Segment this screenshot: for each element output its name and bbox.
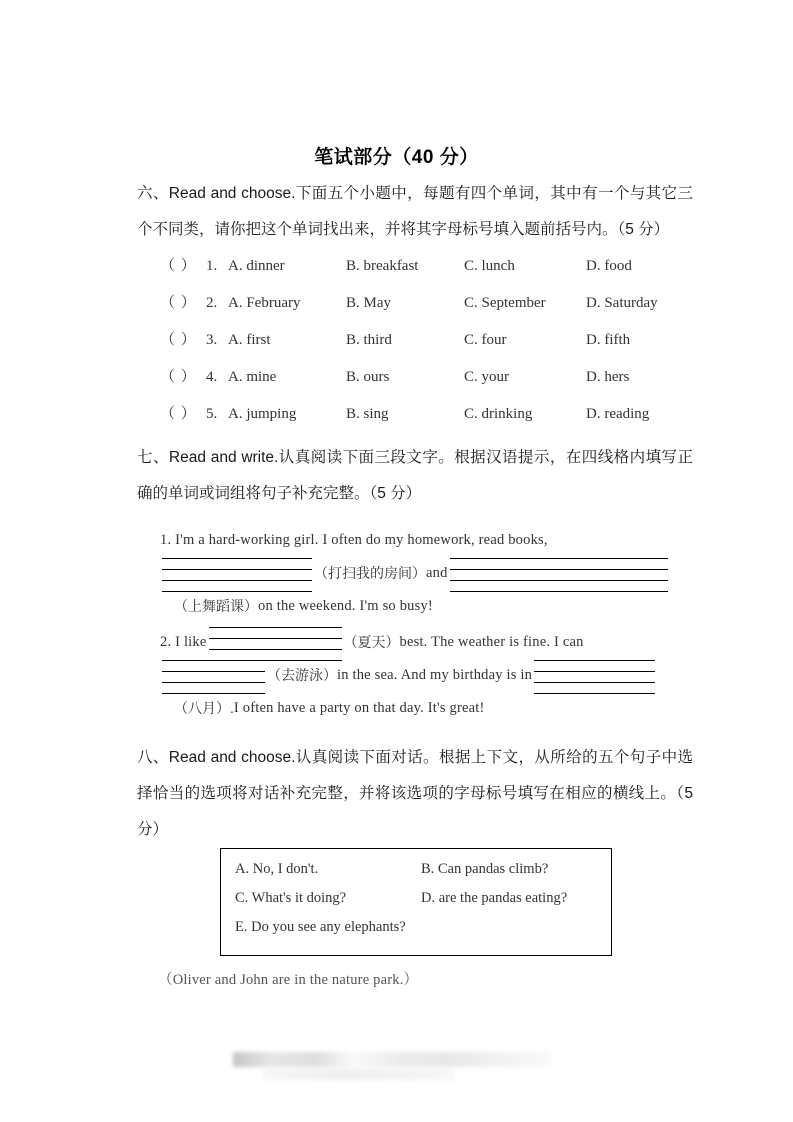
- option-c[interactable]: C. your: [464, 369, 509, 385]
- option-a[interactable]: A. jumping: [228, 406, 297, 422]
- writing-grid-blank-3[interactable]: [209, 627, 342, 661]
- sentence-text: 1. I'm a hard-working girl. I often do my homework, read books,: [160, 532, 548, 548]
- sentence-rest: on the weekend. I'm so busy!: [258, 598, 433, 614]
- choice-e[interactable]: E. Do you see any elephants?: [235, 919, 406, 935]
- chinese-hint-2: （上舞蹈课）: [174, 598, 258, 614]
- reading-item-1-line-3: [160, 590, 694, 623]
- section-six-instruction: 六、Read and choose.下面五个小题中，每题有四个单词，其中有一个与其它三个不同类，请你把这个单词找出来，并将其字母标号填入题前括号内。（5 分）: [137, 185, 693, 238]
- option-a[interactable]: A. February: [228, 295, 301, 311]
- table-row[interactable]: [160, 328, 705, 365]
- option-d[interactable]: D. food: [586, 258, 632, 274]
- option-b[interactable]: B. May: [346, 295, 391, 311]
- option-a[interactable]: A. mine: [228, 369, 277, 385]
- choice-c[interactable]: C. What's it doing?: [235, 890, 347, 906]
- page-title: 笔试部分（40 分）: [314, 147, 479, 168]
- reading-item-2-line-1: [160, 626, 694, 659]
- answer-bracket[interactable]: （ ）: [160, 258, 197, 274]
- option-c[interactable]: C. four: [464, 332, 507, 348]
- reading-item-2-line-2: [160, 659, 694, 692]
- reading-item-2: [160, 626, 694, 725]
- chinese-hint-1: （打扫我的房间）: [314, 565, 426, 581]
- list-item[interactable]: [235, 919, 611, 948]
- chinese-hint-3: （夏天）: [343, 634, 400, 650]
- reading-item-2-line-3: [160, 692, 694, 725]
- option-b[interactable]: B. sing: [346, 406, 389, 422]
- reading-item-1-line-1: [160, 524, 694, 557]
- choice-d[interactable]: D. are the pandas eating?: [421, 890, 568, 906]
- table-row[interactable]: [160, 254, 705, 291]
- option-b[interactable]: B. breakfast: [346, 258, 419, 274]
- option-a[interactable]: A. dinner: [228, 258, 285, 274]
- choice-b[interactable]: B. Can pandas climb?: [421, 861, 549, 877]
- conjunction-text: and: [426, 565, 448, 581]
- writing-grid-blank-4[interactable]: [162, 660, 265, 694]
- table-row[interactable]: [160, 291, 705, 328]
- option-c[interactable]: C. September: [464, 295, 546, 311]
- option-d[interactable]: D. reading: [586, 406, 650, 422]
- table-row[interactable]: [160, 365, 705, 402]
- option-a[interactable]: A. first: [228, 332, 271, 348]
- writing-grid-blank-5[interactable]: [534, 660, 655, 694]
- answer-bracket[interactable]: （ ）: [160, 406, 197, 422]
- dialog-context-line: （Oliver and John are in the nature park.）: [158, 972, 419, 988]
- sentence-after-1: best. The weather is fine. I can: [399, 634, 584, 650]
- chinese-hint-4: （去游泳）: [267, 667, 337, 683]
- sentence-lead: 2. I like: [160, 634, 207, 650]
- option-choices-box: [220, 848, 612, 956]
- option-c[interactable]: C. drinking: [464, 406, 533, 422]
- option-b[interactable]: B. third: [346, 332, 392, 348]
- option-b[interactable]: B. ours: [346, 369, 390, 385]
- option-c[interactable]: C. lunch: [464, 258, 515, 274]
- choice-a[interactable]: A. No, I don't.: [235, 861, 319, 877]
- question-number: 5.: [206, 406, 218, 422]
- question-number: 3.: [206, 332, 218, 348]
- writing-grid-blank-1[interactable]: [162, 558, 312, 592]
- sentence-after-3: I often have a party on that day. It's great!: [233, 700, 485, 716]
- bottom-watermark-secondary: [262, 1069, 454, 1080]
- answer-bracket[interactable]: （ ）: [160, 295, 197, 311]
- reading-item-1: [160, 524, 694, 623]
- list-item[interactable]: [235, 890, 611, 919]
- multiple-choice-list: [160, 254, 705, 439]
- question-number: 2.: [206, 295, 218, 311]
- question-number: 1.: [206, 258, 218, 274]
- option-d[interactable]: D. hers: [586, 369, 630, 385]
- chinese-hint-5: （八月）.: [174, 700, 234, 716]
- section-eight-instruction: 八、Read and choose.认真阅读下面对话。根据上下文，从所给的五个句子中选择恰当的选项将对话补充完整，并将该选项的字母标号填写在相应的横线上。（5 分）: [137, 749, 693, 838]
- answer-bracket[interactable]: （ ）: [160, 369, 197, 385]
- writing-grid-blank-2[interactable]: [450, 558, 668, 592]
- question-number: 4.: [206, 369, 218, 385]
- section-seven-instruction: 七、Read and write.认真阅读下面三段文字。根据汉语提示，在四线格内填写正确的单词或词组将句子补充完整。（5 分）: [137, 449, 693, 502]
- sentence-after-2: in the sea. And my birthday is in: [337, 667, 533, 683]
- table-row[interactable]: [160, 402, 705, 439]
- option-d[interactable]: D. Saturday: [586, 295, 658, 311]
- answer-bracket[interactable]: （ ）: [160, 332, 197, 348]
- option-d[interactable]: D. fifth: [586, 332, 631, 348]
- bottom-watermark: [233, 1052, 551, 1067]
- reading-item-1-line-2: [160, 557, 694, 590]
- list-item[interactable]: [235, 861, 611, 890]
